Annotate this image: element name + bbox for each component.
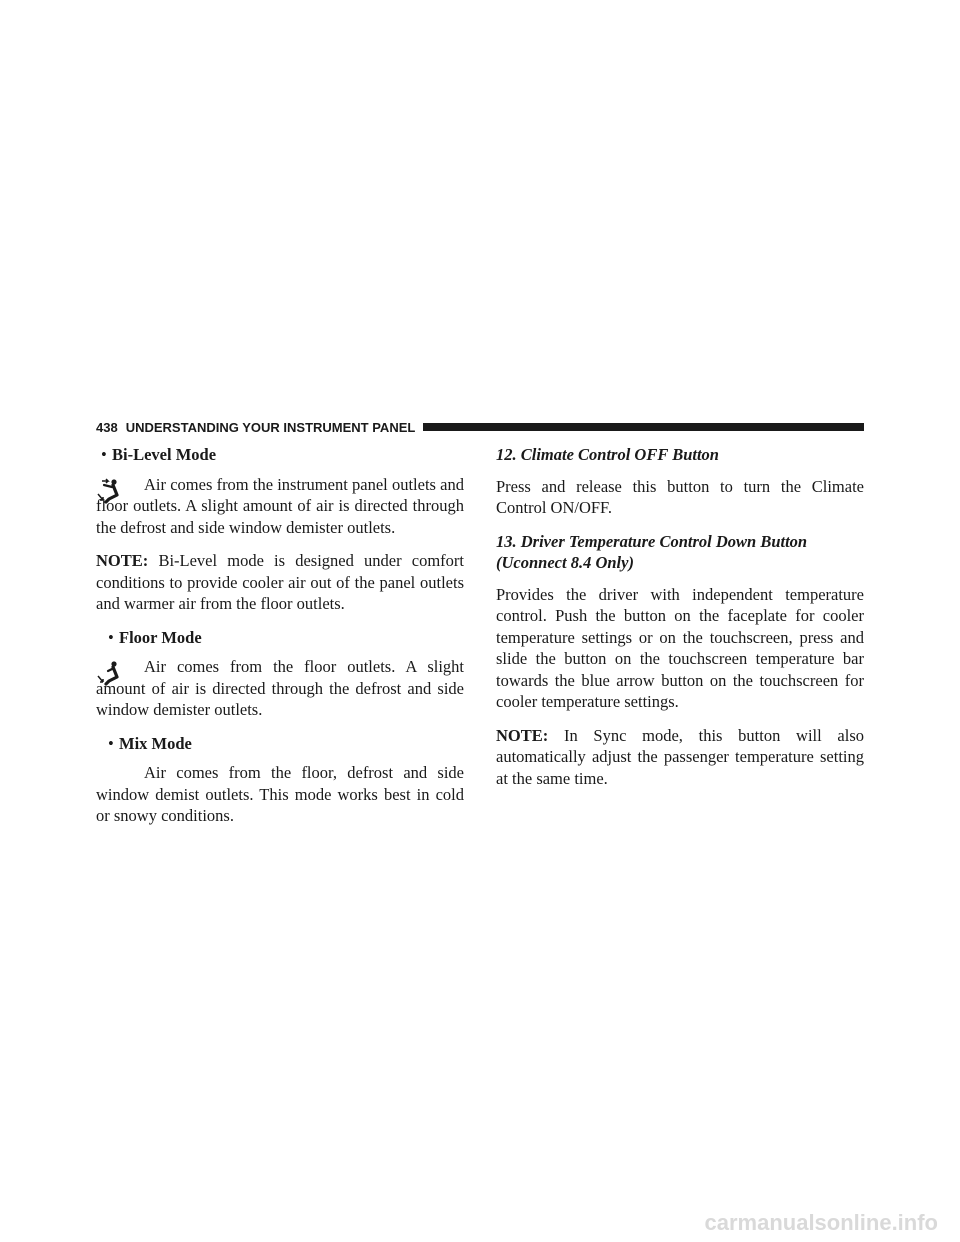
- mix-mode-text: Air comes from the floor, defrost and side window demist outlets. This mode works best in cold or snowy conditions.: [96, 763, 464, 825]
- right-column: [496, 444, 864, 801]
- bullet-icon: •: [108, 733, 114, 753]
- floor-mode-block: [96, 656, 464, 721]
- floor-mode-text: Air comes from the floor outlets. A slight amount of air is directed through the defrost and side window demister outlets.: [96, 657, 464, 719]
- climate-off-text: Press and release this button to turn the Climate Control ON/OFF.: [496, 476, 864, 517]
- section-title: UNDERSTANDING YOUR INSTRUMENT PANEL: [125, 419, 416, 435]
- bilevel-mode-text: Air comes from the instrument panel outlets and floor outlets. A slight amount of air is directed through the defrost and side window demister outlets.: [96, 474, 464, 537]
- floor-mode-title: Floor Mode: [119, 627, 202, 647]
- bilevel-mode-block: [96, 474, 464, 539]
- heading-climate-off: 12. Climate Control OFF Button: [496, 445, 719, 464]
- note-label: NOTE:: [96, 551, 149, 570]
- left-column: [96, 444, 464, 839]
- mix-mode-block: [96, 762, 464, 827]
- note-sync: [496, 725, 864, 790]
- note-bilevel-text: Bi-Level mode is designed under comfort conditions to provide cooler air out of the panel outlets and warmer air from the floor outlets.: [96, 551, 465, 613]
- floor-mode-heading: [96, 627, 464, 649]
- bi-level-mode-icon: [96, 478, 122, 506]
- watermark: carmanualsonline.info: [704, 1210, 938, 1235]
- floor-mode-icon: [96, 660, 122, 688]
- bilevel-mode-title: Bi-Level Mode: [112, 445, 217, 464]
- note-sync-text: In Sync mode, this button will also automatically adjust the passenger temperature setting at the same time.: [496, 725, 864, 788]
- note-bilevel: [96, 550, 464, 615]
- bilevel-mode-heading: [96, 444, 464, 466]
- note-label: NOTE:: [496, 725, 549, 745]
- bullet-icon: •: [108, 627, 114, 647]
- page-number: 438: [96, 419, 118, 435]
- mix-mode-title: Mix Mode: [119, 733, 192, 753]
- mix-mode-heading: [96, 733, 464, 755]
- heading-driver-temp-down: 13. Driver Temperature Control Down Button (Uconnect 8.4 Only): [496, 531, 808, 572]
- page-header: [96, 418, 864, 436]
- bullet-icon: •: [101, 445, 107, 464]
- driver-temp-down-text: Provides the driver with independent temperature control. Push the button on the faceplate for cooler temperature settings or on the touchscreen, press and slide the button on the touchscreen temperature bar towards the blue arrow button on the touchscreen for cooler temperature settings.: [496, 584, 864, 711]
- header-rule: [423, 423, 864, 431]
